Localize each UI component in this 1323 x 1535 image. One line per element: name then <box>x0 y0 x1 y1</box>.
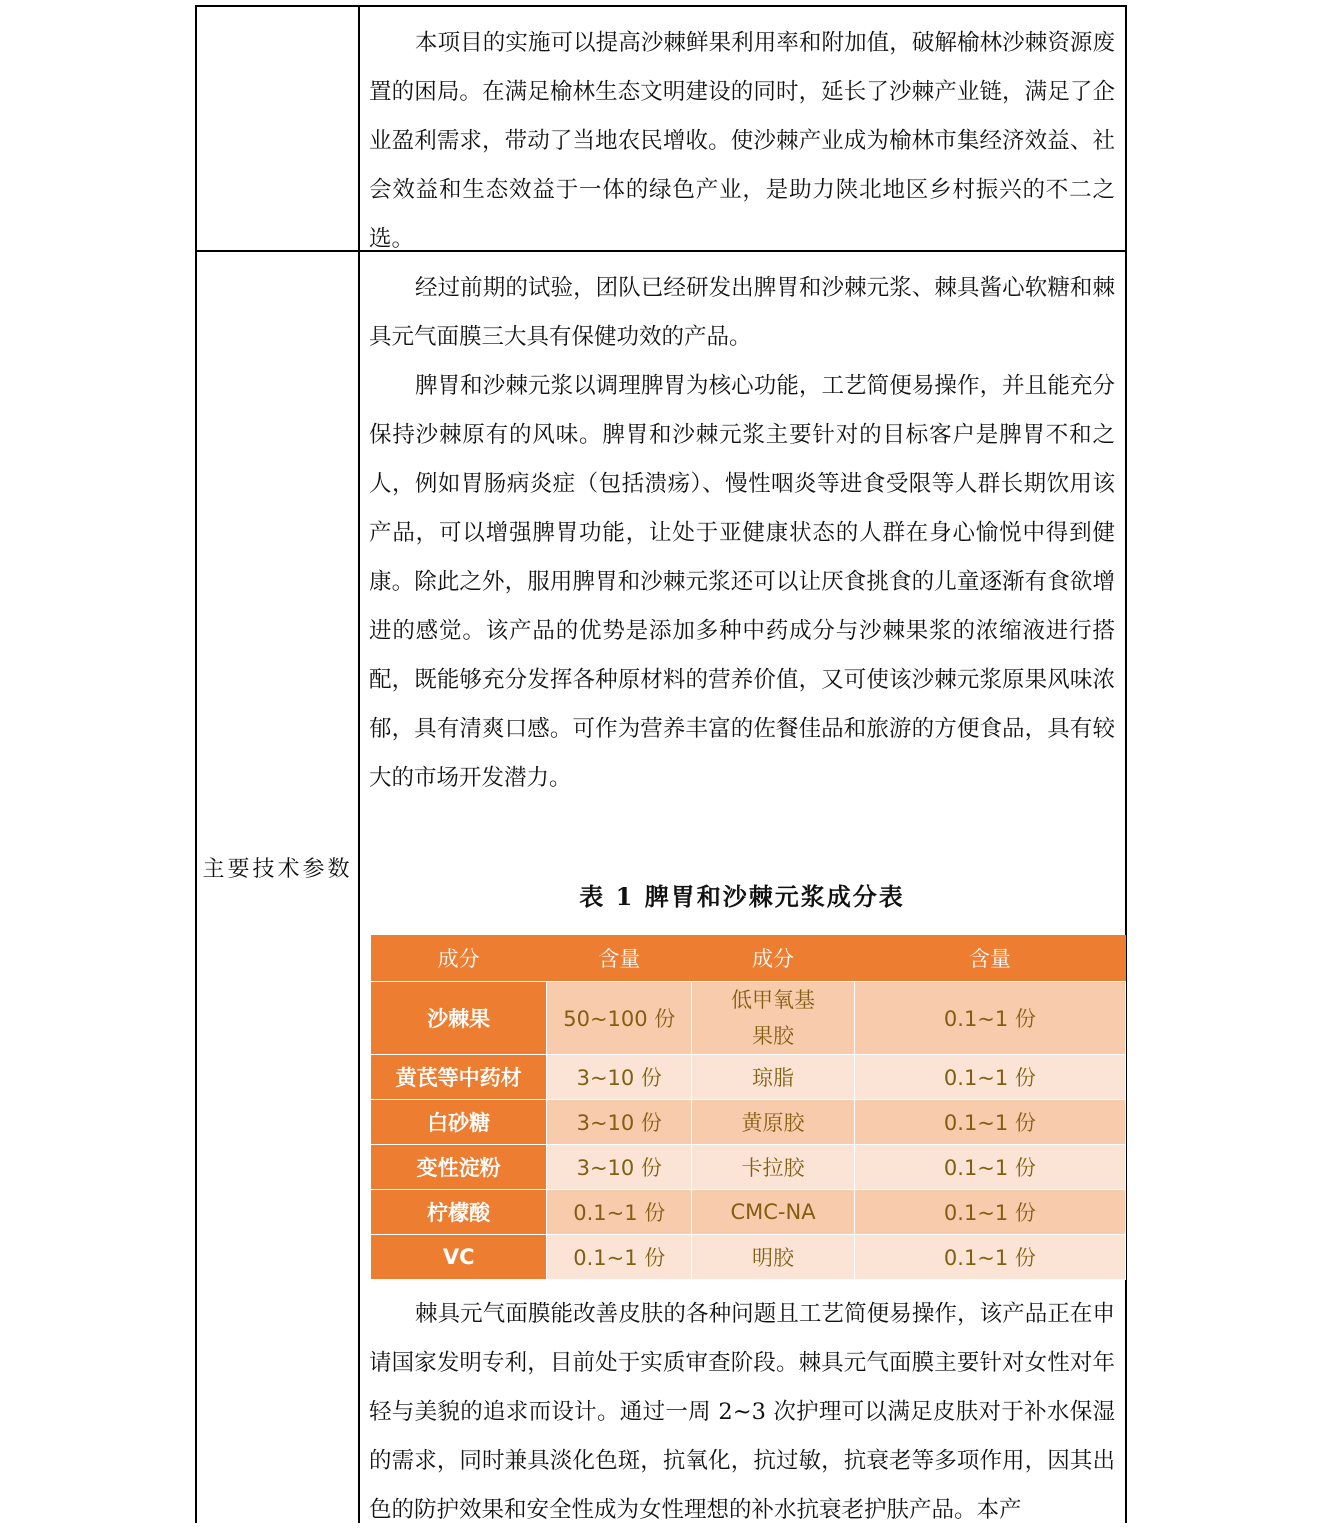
ingredient-cell: 柠檬酸 <box>371 1190 547 1235</box>
amount-cell: 0.1~1 份 <box>854 1055 1125 1100</box>
ingredient-cell: 低甲氧基果胶 <box>692 982 855 1055</box>
ingredient-cell: 白砂糖 <box>371 1100 547 1145</box>
table-row <box>371 1145 1126 1190</box>
header-cell: 成分 <box>371 935 547 982</box>
row2-paragraph-2: 脾胃和沙棘元浆以调理脾胃为核心功能，工艺简便易操作，并且能充分保持沙棘原有的风味。脾胃和沙棘元浆主要针对的目标客户是脾胃不和之人，例如胃肠病炎症（包括溃疡）、慢性咽炎等进食受限等人群长期饮用该产品，可以增强脾胃功能，让处于亚健康状态的人群在身心愉悦中得到健康。除此之外，服用脾胃和沙棘元浆还可以让厌食挑食的儿童逐渐有食欲增进的感觉。该产品的优势是添加多种中药成分与沙棘果浆的浓缩液进行搭配，既能够充分发挥各种原材料的营养价值，又可使该沙棘元浆原果风味浓郁，具有清爽口感。可作为营养丰富的佐餐佳品和旅游的方便食品，具有较大的市场开发潜力。 <box>369 373 1115 791</box>
amount-cell: 0.1~1 份 <box>854 1145 1125 1190</box>
ingredient-cell: 黄原胶 <box>692 1100 855 1145</box>
composition-table <box>370 935 1126 1280</box>
ingredient-cell: 沙棘果 <box>371 982 547 1055</box>
header-cell: 含量 <box>547 935 692 982</box>
document-table <box>195 5 1127 1523</box>
row1-paragraph: 本项目的实施可以提高沙棘鲜果利用率和附加值，破解榆林沙棘资源废置的困局。在满足榆林生态文明建设的同时，延长了沙棘产业链，满足了企业盈利需求，带动了当地农民增收。使沙棘产业成为榆林市集经济效益、社会效益和生态效益于一体的绿色产业，是助力陕北地区乡村振兴的不二之选。 <box>369 30 1115 252</box>
amount-cell: 3~10 份 <box>547 1145 692 1190</box>
ingredient-cell: 变性淀粉 <box>371 1145 547 1190</box>
ingredient-cell: 黄芪等中药材 <box>371 1055 547 1100</box>
column-divider <box>358 7 360 1523</box>
table-row <box>371 1235 1126 1280</box>
row2-paragraph-1: 经过前期的试验，团队已经研发出脾胃和沙棘元浆、棘具酱心软糖和棘具元气面膜三大具有保健功效的产品。 <box>369 275 1115 350</box>
ingredient-cell: 明胶 <box>692 1235 855 1280</box>
amount-cell: 50~100 份 <box>547 982 692 1055</box>
table-caption: 表 1 脾胃和沙棘元浆成分表 <box>579 882 905 911</box>
table-row <box>371 1055 1126 1100</box>
ingredient-cell: VC <box>371 1235 547 1280</box>
header-cell: 成分 <box>692 935 855 982</box>
amount-cell: 3~10 份 <box>547 1100 692 1145</box>
ingredient-cell: 卡拉胶 <box>692 1145 855 1190</box>
amount-cell: 0.1~1 份 <box>854 1100 1125 1145</box>
header-cell: 含量 <box>854 935 1125 982</box>
table-header-row <box>371 935 1126 982</box>
ingredient-cell: CMC-NA <box>692 1190 855 1235</box>
ingredient-cell: 琼脂 <box>692 1055 855 1100</box>
table-row <box>371 982 1126 1055</box>
row1-label-cell <box>197 7 358 250</box>
amount-cell: 3~10 份 <box>547 1055 692 1100</box>
amount-cell: 0.1~1 份 <box>547 1235 692 1280</box>
row2-paragraph-3: 棘具元气面膜能改善皮肤的各种问题且工艺简便易操作，该产品正在申请国家发明专利，目前处于实质审查阶段。棘具元气面膜主要针对女性对年轻与美貌的追求而设计。通过一周 2~3 次护理可以满足皮肤对于补水保湿的需求，同时兼具淡化色斑，抗氧化，抗过敏，抗衰老等多项作用，因其出色的防护效果和安全性成为女性理想的补水抗衰老护肤产品。本产 <box>369 1301 1115 1523</box>
amount-cell: 0.1~1 份 <box>547 1190 692 1235</box>
amount-cell: 0.1~1 份 <box>854 1235 1125 1280</box>
amount-cell: 0.1~1 份 <box>854 982 1125 1055</box>
table-row <box>371 1190 1126 1235</box>
table-row <box>371 1100 1126 1145</box>
row2-label: 主要技术参数 <box>202 857 353 882</box>
amount-cell: 0.1~1 份 <box>854 1190 1125 1235</box>
